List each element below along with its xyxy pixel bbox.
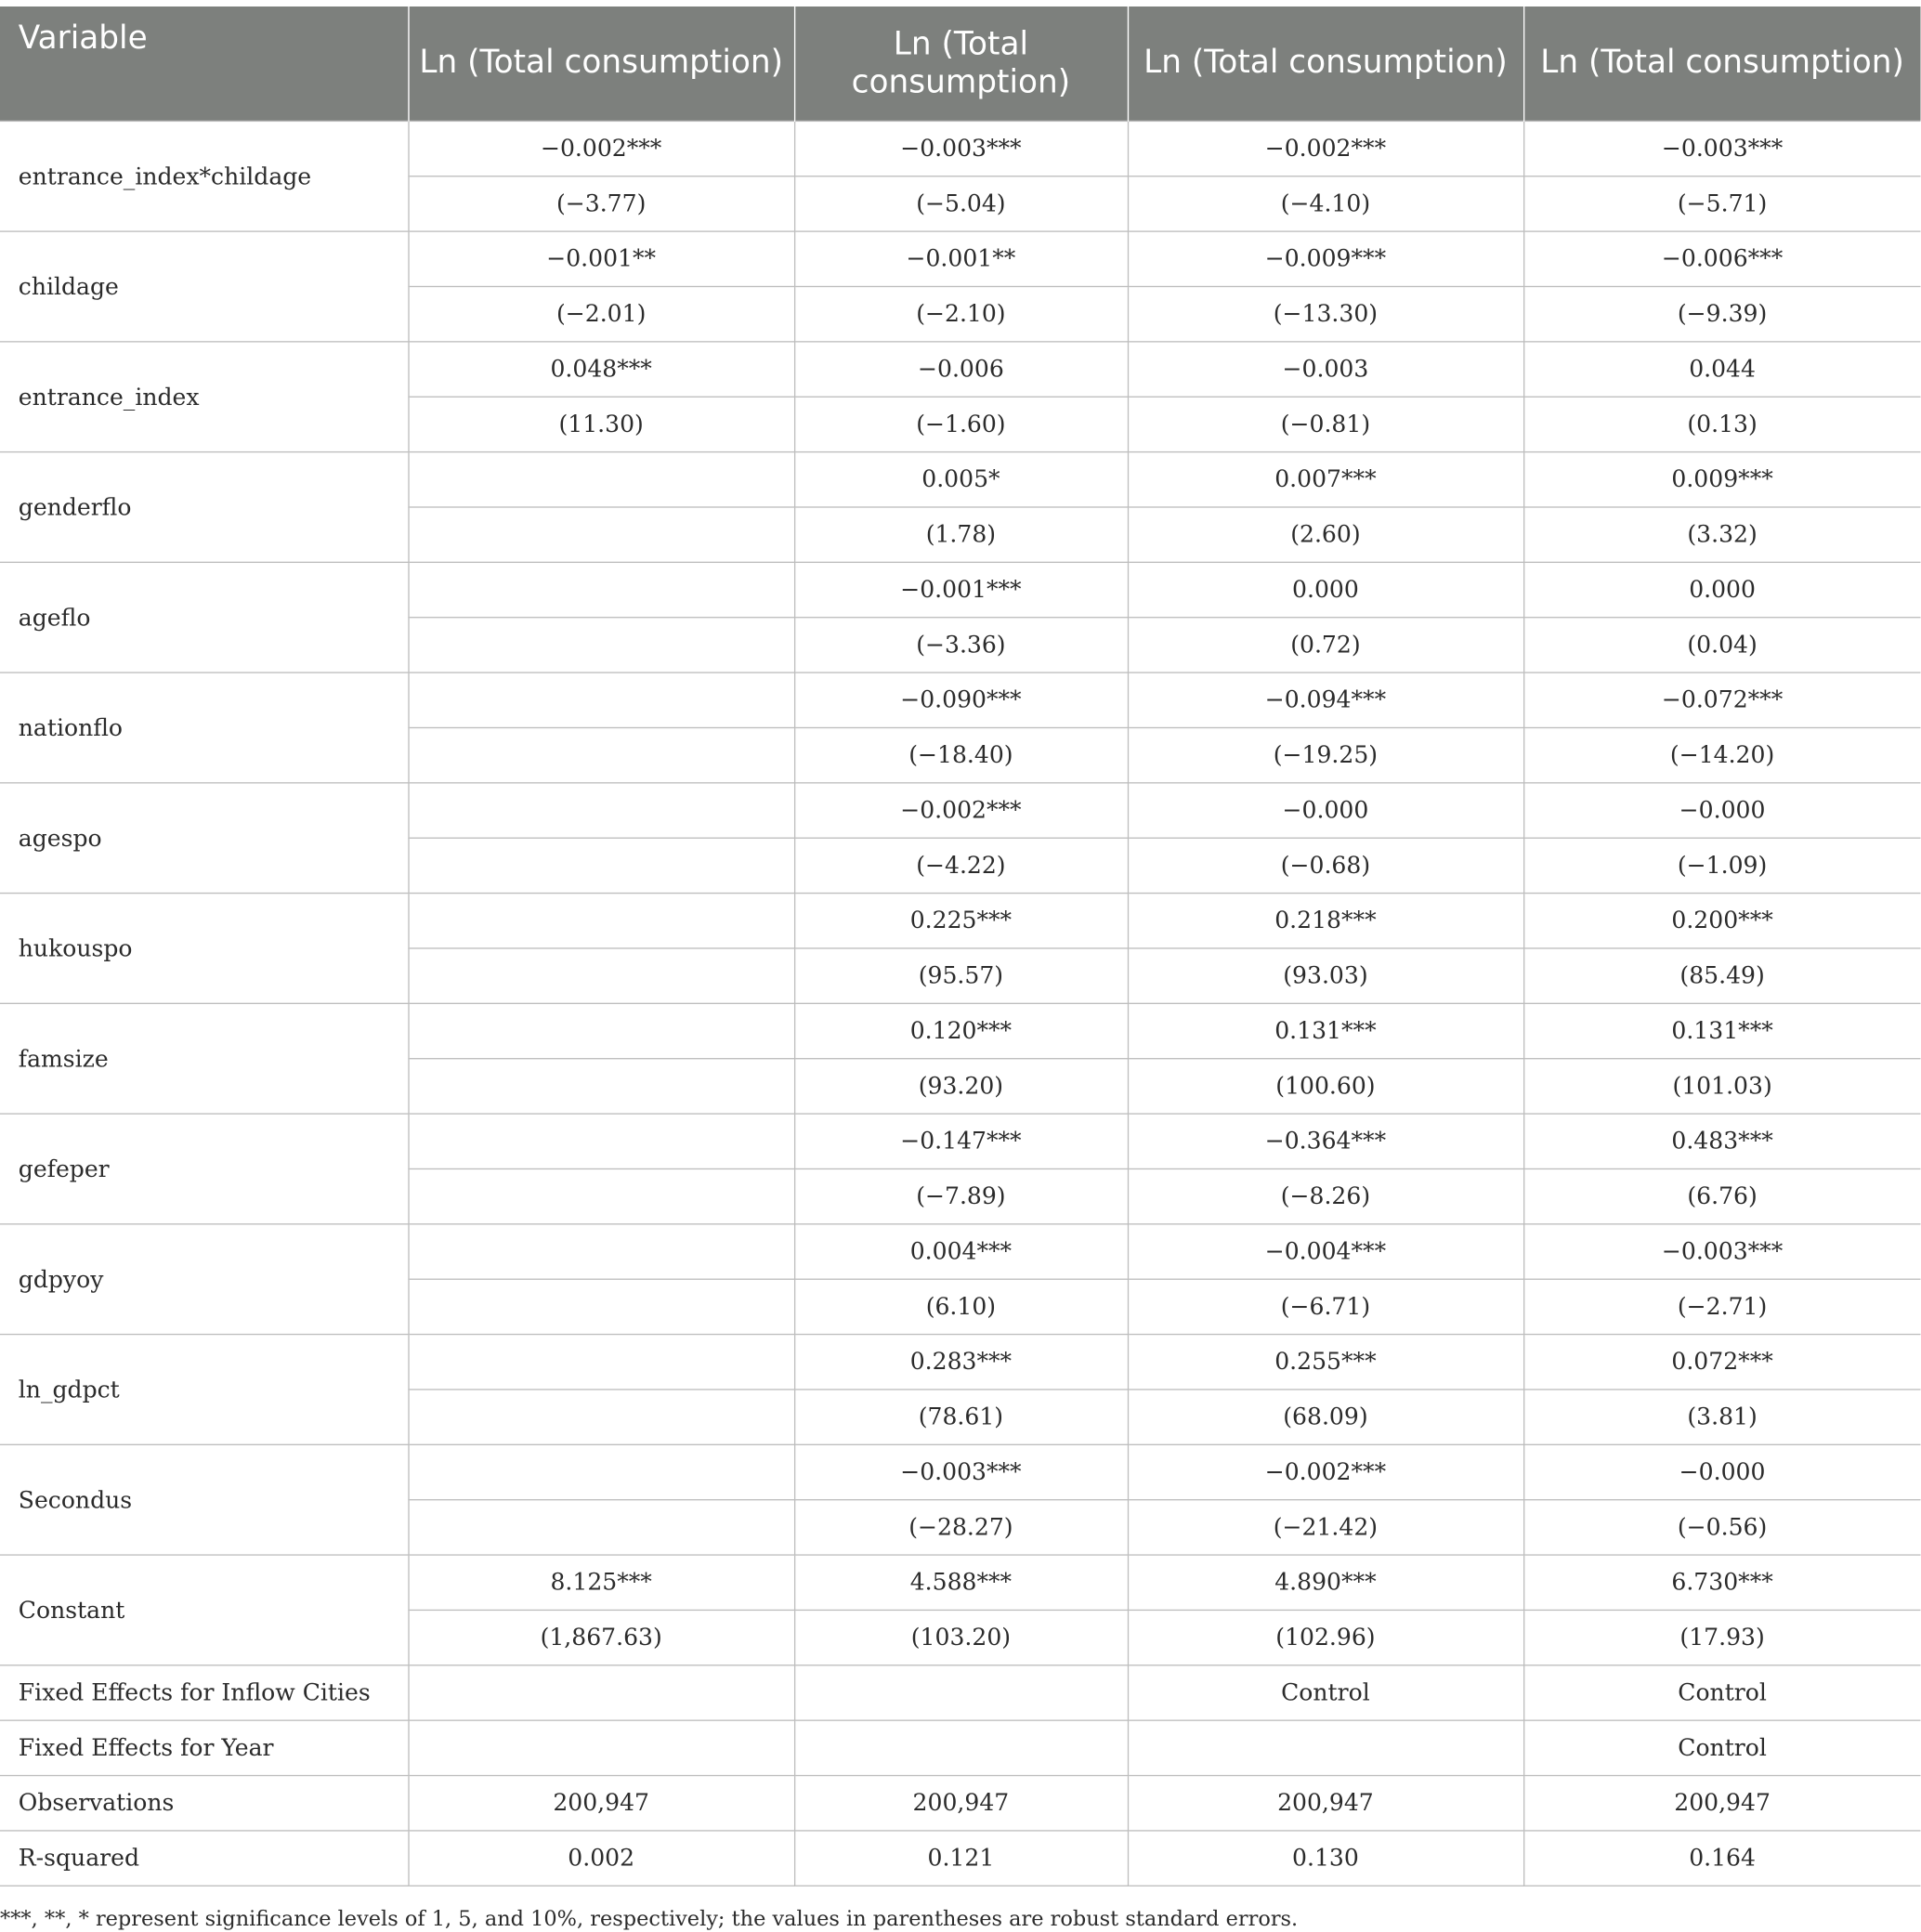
table-row xyxy=(0,231,1920,286)
table-row xyxy=(0,1555,1920,1610)
variable-name: genderflo xyxy=(0,452,408,563)
tstat-cell: (1,867.63) xyxy=(408,1610,794,1664)
coefficient-cell: 0.255*** xyxy=(1128,1335,1523,1390)
value-cell: Control xyxy=(1523,1720,1920,1775)
tstat-cell: (6.10) xyxy=(794,1279,1128,1334)
value-cell: 0.130 xyxy=(1128,1831,1523,1886)
coefficient-cell: 0.009*** xyxy=(1523,452,1920,507)
value-cell xyxy=(794,1720,1128,1775)
tstat-cell: (−0.56) xyxy=(1523,1500,1920,1555)
tstat-cell xyxy=(408,838,794,893)
coefficient-cell: 0.000 xyxy=(1128,562,1523,617)
tstat-cell: (−7.89) xyxy=(794,1168,1128,1223)
table-row xyxy=(0,1444,1920,1499)
tstat-cell: (−18.40) xyxy=(794,727,1128,782)
tstat-cell: (−4.10) xyxy=(1128,176,1523,231)
table-row xyxy=(0,452,1920,507)
table-row xyxy=(0,342,1920,397)
variable-name: ln_gdpct xyxy=(0,1335,408,1445)
value-cell xyxy=(794,1665,1128,1720)
variable-name: childage xyxy=(0,231,408,342)
tstat-cell: (85.49) xyxy=(1523,948,1920,1003)
coefficient-cell: −0.003 xyxy=(1128,342,1523,397)
coefficient-cell: 0.131*** xyxy=(1128,1003,1523,1058)
coefficient-cell: −0.000 xyxy=(1523,1444,1920,1499)
tstat-cell: (68.09) xyxy=(1128,1390,1523,1444)
value-cell: 200,947 xyxy=(1523,1776,1920,1831)
table-body xyxy=(0,121,1920,1886)
table-row xyxy=(0,1003,1920,1058)
coefficient-cell xyxy=(408,1003,794,1058)
tstat-cell: (−19.25) xyxy=(1128,727,1523,782)
table-row xyxy=(0,672,1920,727)
coefficient-cell: 4.588*** xyxy=(794,1555,1128,1610)
tstat-cell: (0.04) xyxy=(1523,618,1920,672)
tstat-cell: (0.13) xyxy=(1523,397,1920,451)
tstat-cell: (−14.20) xyxy=(1523,727,1920,782)
coefficient-cell: −0.002*** xyxy=(1128,121,1523,176)
header-model-3: Ln (Total consumption) xyxy=(1128,7,1523,121)
coefficient-cell: −0.002*** xyxy=(794,783,1128,838)
tstat-cell: (−1.60) xyxy=(794,397,1128,451)
coefficient-cell: 0.004*** xyxy=(794,1224,1128,1279)
coefficient-cell: 0.225*** xyxy=(794,894,1128,948)
tstat-cell: (−8.26) xyxy=(1128,1168,1523,1223)
table-row xyxy=(0,894,1920,948)
tstat-cell: (−1.09) xyxy=(1523,838,1920,893)
table-row xyxy=(0,121,1920,176)
table-row xyxy=(0,1720,1920,1775)
value-cell: 200,947 xyxy=(408,1776,794,1831)
tstat-cell: (6.76) xyxy=(1523,1168,1920,1223)
tstat-cell: (−2.01) xyxy=(408,286,794,341)
coefficient-cell: −0.001*** xyxy=(794,562,1128,617)
coefficient-cell: −0.003*** xyxy=(794,121,1128,176)
tstat-cell: (100.60) xyxy=(1128,1059,1523,1114)
coefficient-cell: 0.483*** xyxy=(1523,1114,1920,1168)
table-row xyxy=(0,1665,1920,1720)
regression-table xyxy=(0,7,1920,1886)
tstat-cell: (−4.22) xyxy=(794,838,1128,893)
table-row xyxy=(0,1114,1920,1168)
table-row xyxy=(0,1776,1920,1831)
value-cell: Control xyxy=(1523,1665,1920,1720)
tstat-cell xyxy=(408,1059,794,1114)
variable-name: entrance_index*childage xyxy=(0,121,408,231)
tstat-cell: (−13.30) xyxy=(1128,286,1523,341)
tstat-cell: (93.03) xyxy=(1128,948,1523,1003)
header-model-2: Ln (Total consumption) xyxy=(794,7,1128,121)
tstat-cell: (103.20) xyxy=(794,1610,1128,1664)
variable-name: Secondus xyxy=(0,1444,408,1555)
coefficient-cell: 0.283*** xyxy=(794,1335,1128,1390)
coefficient-cell: 0.005* xyxy=(794,452,1128,507)
tstat-cell xyxy=(408,1500,794,1555)
value-cell: 0.164 xyxy=(1523,1831,1920,1886)
tstat-cell: (0.72) xyxy=(1128,618,1523,672)
tstat-cell: (−5.04) xyxy=(794,176,1128,231)
tstat-cell: (17.93) xyxy=(1523,1610,1920,1664)
variable-name: Constant xyxy=(0,1555,408,1665)
coefficient-cell xyxy=(408,894,794,948)
coefficient-cell: −0.003*** xyxy=(794,1444,1128,1499)
coefficient-cell: −0.002*** xyxy=(1128,1444,1523,1499)
variable-name: Fixed Effects for Year xyxy=(0,1720,408,1775)
value-cell: 200,947 xyxy=(1128,1776,1523,1831)
variable-name: agespo xyxy=(0,783,408,894)
tstat-cell: (−0.68) xyxy=(1128,838,1523,893)
tstat-cell: (−5.71) xyxy=(1523,176,1920,231)
coefficient-cell: 4.890*** xyxy=(1128,1555,1523,1610)
variable-name: R-squared xyxy=(0,1831,408,1886)
tstat-cell xyxy=(408,1390,794,1444)
tstat-cell: (−21.42) xyxy=(1128,1500,1523,1555)
coefficient-cell: 0.131*** xyxy=(1523,1003,1920,1058)
tstat-cell: (78.61) xyxy=(794,1390,1128,1444)
tstat-cell xyxy=(408,727,794,782)
coefficient-cell: −0.003*** xyxy=(1523,1224,1920,1279)
tstat-cell: (−28.27) xyxy=(794,1500,1128,1555)
coefficient-cell: −0.094*** xyxy=(1128,672,1523,727)
tstat-cell: (−9.39) xyxy=(1523,286,1920,341)
coefficient-cell xyxy=(408,1224,794,1279)
coefficient-cell: 0.120*** xyxy=(794,1003,1128,1058)
variable-name: nationflo xyxy=(0,672,408,783)
variable-name: Fixed Effects for Inflow Cities xyxy=(0,1665,408,1720)
value-cell: Control xyxy=(1128,1665,1523,1720)
coefficient-cell: −0.003*** xyxy=(1523,121,1920,176)
variable-name: entrance_index xyxy=(0,342,408,452)
coefficient-cell: −0.147*** xyxy=(794,1114,1128,1168)
coefficient-cell: −0.001** xyxy=(794,231,1128,286)
variable-name: hukouspo xyxy=(0,894,408,1004)
header-variable: Variable xyxy=(0,7,408,121)
coefficient-cell: −0.006 xyxy=(794,342,1128,397)
tstat-cell: (3.32) xyxy=(1523,507,1920,562)
value-cell xyxy=(408,1720,794,1775)
tstat-cell: (11.30) xyxy=(408,397,794,451)
tstat-cell xyxy=(408,1168,794,1223)
coefficient-cell: −0.090*** xyxy=(794,672,1128,727)
table-footnote: ***, **, * represent significance levels of 1, 5, and 10%, respectively; the values in parentheses are robust standard errors. xyxy=(0,1907,1299,1932)
coefficient-cell xyxy=(408,1444,794,1499)
coefficient-cell xyxy=(408,672,794,727)
value-cell: 0.121 xyxy=(794,1831,1128,1886)
coefficient-cell xyxy=(408,1114,794,1168)
table-row xyxy=(0,1335,1920,1390)
tstat-cell: (93.20) xyxy=(794,1059,1128,1114)
table-row xyxy=(0,562,1920,617)
header-model-4: Ln (Total consumption) xyxy=(1523,7,1920,121)
tstat-cell xyxy=(408,618,794,672)
tstat-cell: (−6.71) xyxy=(1128,1279,1523,1334)
coefficient-cell: −0.000 xyxy=(1128,783,1523,838)
value-cell: 200,947 xyxy=(794,1776,1128,1831)
tstat-cell: (1.78) xyxy=(794,507,1128,562)
coefficient-cell: 8.125*** xyxy=(408,1555,794,1610)
tstat-cell: (−2.71) xyxy=(1523,1279,1920,1334)
coefficient-cell: −0.364*** xyxy=(1128,1114,1523,1168)
coefficient-cell: −0.002*** xyxy=(408,121,794,176)
variable-name: famsize xyxy=(0,1003,408,1114)
table-row xyxy=(0,1831,1920,1886)
tstat-cell xyxy=(408,1279,794,1334)
value-cell xyxy=(408,1665,794,1720)
tstat-cell: (3.81) xyxy=(1523,1390,1920,1444)
coefficient-cell xyxy=(408,562,794,617)
coefficient-cell xyxy=(408,1335,794,1390)
header-row xyxy=(0,7,1920,121)
tstat-cell: (102.96) xyxy=(1128,1610,1523,1664)
tstat-cell: (−3.77) xyxy=(408,176,794,231)
coefficient-cell: −0.006*** xyxy=(1523,231,1920,286)
tstat-cell xyxy=(408,948,794,1003)
coefficient-cell: 0.200*** xyxy=(1523,894,1920,948)
coefficient-cell: 0.218*** xyxy=(1128,894,1523,948)
coefficient-cell xyxy=(408,452,794,507)
tstat-cell: (2.60) xyxy=(1128,507,1523,562)
coefficient-cell: −0.004*** xyxy=(1128,1224,1523,1279)
coefficient-cell: −0.009*** xyxy=(1128,231,1523,286)
coefficient-cell: −0.072*** xyxy=(1523,672,1920,727)
header-model-1: Ln (Total consumption) xyxy=(408,7,794,121)
tstat-cell xyxy=(408,507,794,562)
variable-name: gdpyoy xyxy=(0,1224,408,1335)
table-row xyxy=(0,1224,1920,1279)
variable-name: gefeper xyxy=(0,1114,408,1224)
coefficient-cell: 0.007*** xyxy=(1128,452,1523,507)
variable-name: Observations xyxy=(0,1776,408,1831)
tstat-cell: (95.57) xyxy=(794,948,1128,1003)
coefficient-cell xyxy=(408,783,794,838)
coefficient-cell: 0.000 xyxy=(1523,562,1920,617)
tstat-cell: (101.03) xyxy=(1523,1059,1920,1114)
tstat-cell: (−2.10) xyxy=(794,286,1128,341)
coefficient-cell: 0.048*** xyxy=(408,342,794,397)
coefficient-cell: −0.001** xyxy=(408,231,794,286)
variable-name: ageflo xyxy=(0,562,408,672)
coefficient-cell: 6.730*** xyxy=(1523,1555,1920,1610)
coefficient-cell: 0.072*** xyxy=(1523,1335,1920,1390)
tstat-cell: (−3.36) xyxy=(794,618,1128,672)
table-row xyxy=(0,783,1920,838)
value-cell xyxy=(1128,1720,1523,1775)
coefficient-cell: −0.000 xyxy=(1523,783,1920,838)
tstat-cell: (−0.81) xyxy=(1128,397,1523,451)
value-cell: 0.002 xyxy=(408,1831,794,1886)
coefficient-cell: 0.044 xyxy=(1523,342,1920,397)
